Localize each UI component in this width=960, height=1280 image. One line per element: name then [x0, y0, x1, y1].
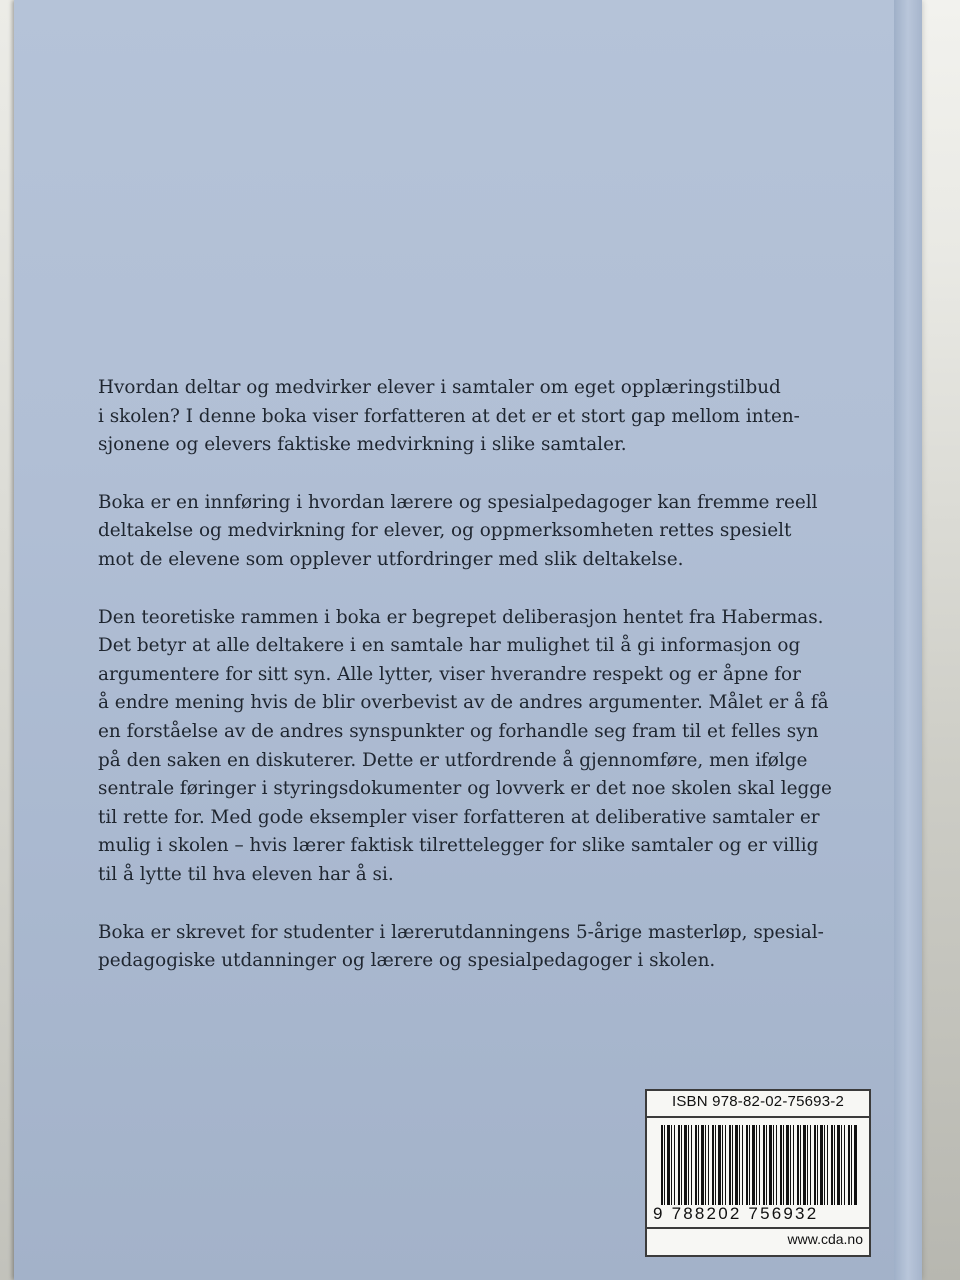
blurb-paragraph-3: Den teoretiske rammen i boka er begrepet deliberasjon hentet fra Habermas. Det betyr at alle deltakere i en samtale har mulighet til å gi informasjon og argumentere for sitt syn. Alle lytter, viser hverandre respekt og er åpne for å endre mening hvis de blir overbevist av de andres argumenter. Målet er å få en forståelse av de andres synspunkter og forhandle seg fram til et felles syn på den saken en diskuterer. Dette er utfordrende å gjennomføre, men ifølge sentrale føringer i styringsdokumenter og lovverk er det noe skolen skal legge til rette for. Med gode eksempler viser forfatteren at deliberative samtaler er mulig i skolen – hvis lærer faktisk tilrettelegger for slike samtaler og er villig til å lytte til hva eleven har å si. — [98, 606, 832, 885]
publisher-website: www.cda.no — [787, 1231, 863, 1247]
blurb-paragraph-2: Boka er en innføring i hvordan lærere og spesialpedagoger kan fremme reell deltakelse og medvirkning for elever, og oppmerksomheten rettes spesielt mot de elevene som opplever utfordringer med slik deltakelse. — [98, 491, 818, 570]
isbn-barcode-label — [645, 1089, 871, 1257]
label-divider-top — [647, 1116, 869, 1118]
blurb-paragraph-1: Hvordan deltar og medvirker elever i samtaler om eget opplæringstilbud i skolen? I denne boka viser forfatteren at det er et stort gap mellom inten- sjonene og elevers faktiske medvirkning i slike samtaler. — [98, 377, 800, 456]
isbn-number: ISBN 978-82-02-75693-2 — [671, 1093, 844, 1110]
blurb-paragraph-4: Boka er skrevet for studenter i lærerutdanningens 5-årige masterløp, spesial- pedagogiske utdanninger og lærere og spesialpedagoger i skolen. — [98, 921, 824, 972]
cover-spine-edge — [894, 0, 922, 1280]
barcode-digits: 9 788202 756932 — [653, 1204, 819, 1223]
blurb-text — [98, 374, 838, 1005]
barcode-icon — [661, 1125, 857, 1205]
label-divider-bottom — [647, 1227, 869, 1229]
